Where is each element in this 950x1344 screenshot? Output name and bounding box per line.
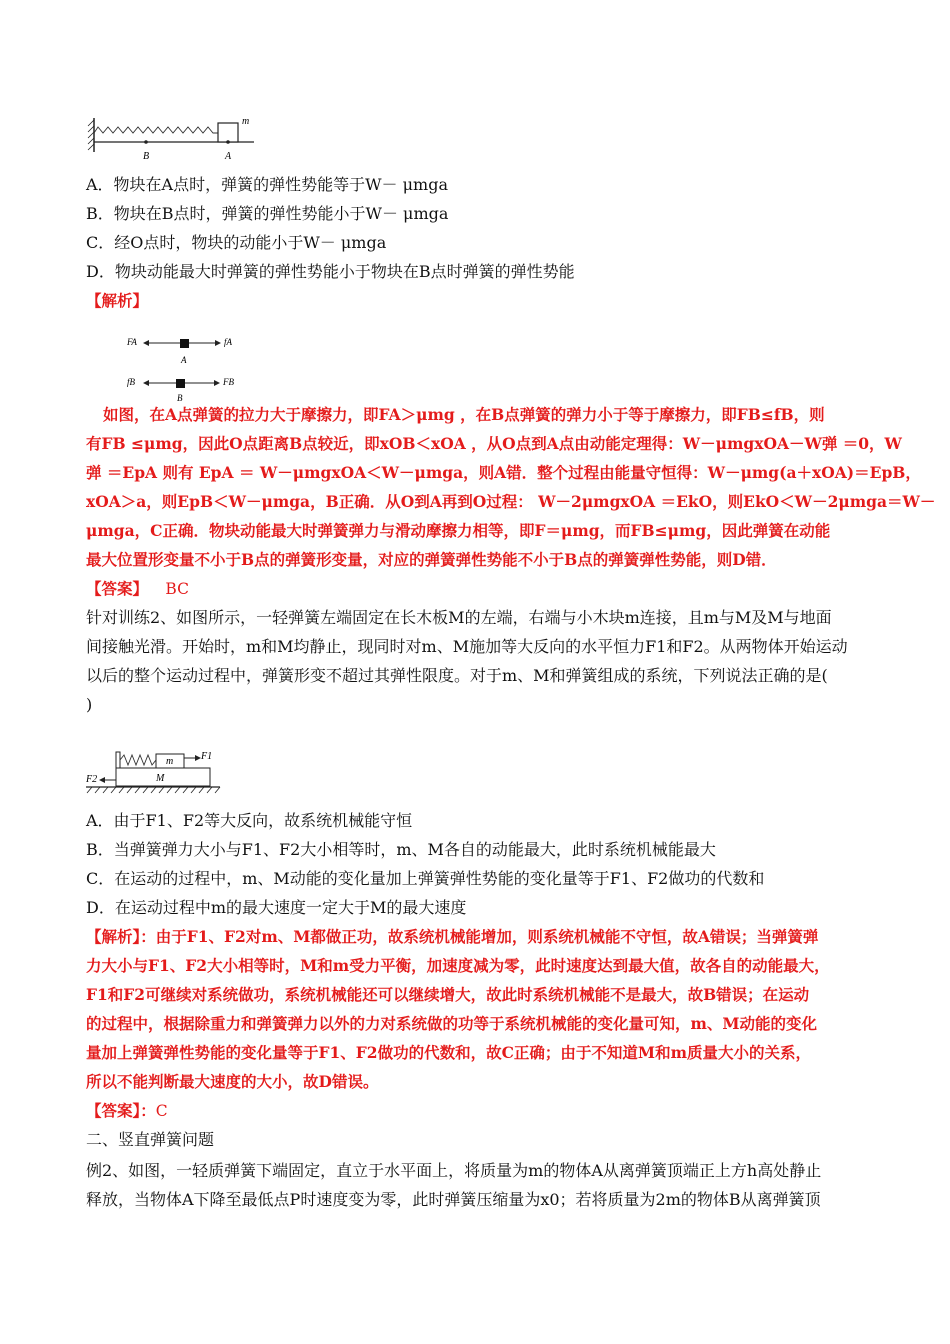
q2-analysis-3: F1和F2可继续对系统做功，系统机械能还可以继续增大，故此时系统机械能不是最大，故B错误；在运动 xyxy=(86,985,810,1004)
q2-answer-value: C xyxy=(155,1102,168,1120)
q2-analysis-1: 【解析】：由于F1、F2对m、M都做正功，故系统机械能增加，则系统机械能不守恒，故A错误；当弹簧弹 xyxy=(86,927,819,946)
force-fa-label: FA xyxy=(127,337,137,347)
option-b: B．物块在B点时，弹簧的弹性势能小于W－ μmga xyxy=(86,204,449,223)
q2-answer-tag: 【答案】： xyxy=(86,1101,156,1120)
spring-block-figure xyxy=(86,112,258,164)
q2-stem-2: 间接触光滑。开始时，m和M均静止，现同时对m、M施加等大反向的水平恒力F1和F2。从两物体开始运动 xyxy=(86,637,848,656)
q2-stem-1: 针对训练2、如图所示，一轻弹簧左端固定在长木板M的左端，右端与小木块m连接，且m与M及M与地面 xyxy=(86,608,832,627)
analysis-line-2: 有FB ≤μmg，因此O点距离B点较近，即xOB＜xOA ，从O点到A点由动能定理得：W－μmgxOA－W弹 ＝0，W xyxy=(86,434,902,453)
example-2-line-2: 释放，当物体A下降至最低点P时速度变为零，此时弹簧压缩量为x0；若将质量为2m的物体B从离弹簧顶 xyxy=(86,1190,821,1209)
analysis-line-1: 如图，在A点弹簧的拉力大于摩擦力，即FA＞μmg ，在B点弹簧的弹力小于等于摩擦力，即FB≤fB，则 xyxy=(103,405,825,424)
answer-value: BC xyxy=(165,580,189,598)
mass-label: m xyxy=(242,116,250,127)
analysis-heading: 【解析】 xyxy=(86,291,149,310)
point-b-label: B xyxy=(143,151,150,162)
force-f2-label: F2 xyxy=(86,774,98,785)
option-d: D．物块动能最大时弹簧的弹性势能小于物块在B点时弹簧的弹性势能 xyxy=(86,262,575,281)
q2-option-c: C．在运动的过程中，m、M动能的变化量加上弹簧弹性势能的变化量等于F1、F2做功的代数和 xyxy=(86,869,765,888)
point-a-label: A xyxy=(225,151,232,162)
force-fb-label: FB xyxy=(223,377,234,387)
q2-analysis-6: 所以不能判断最大速度的大小，故D错误。 xyxy=(86,1072,379,1091)
point-a-force-label: A xyxy=(181,355,187,365)
q2-option-b: B．当弹簧弹力大小与F1、F2大小相等时，m、M各自的动能最大，此时系统机械能最大 xyxy=(86,840,716,859)
analysis-line-6: 最大位置形变量不小于B点的弹簧形变量，对应的弹簧弹性势能不小于B点的弹簧弹性势能，则D错． xyxy=(86,550,777,569)
q2-option-a: A．由于F1、F2等大反向，故系统机械能守恒 xyxy=(86,811,413,830)
example-2-line-1: 例2、如图，一轻质弹簧下端固定，直立于水平面上，将质量为m的物体A从离弹簧顶端正上方h高处静止 xyxy=(86,1161,822,1180)
point-b-force-label: B xyxy=(177,393,183,403)
friction-fb-label: fB xyxy=(127,377,135,387)
option-a: A．物块在A点时，弹簧的弹性势能等于W－ μmga xyxy=(86,175,448,194)
section-title: 二、竖直弹簧问题 xyxy=(86,1130,215,1149)
analysis-line-3: 弹 ＝EpA 则有 EpA ＝ W－μmgxOA＜W－μmga，则A错．整个过程由能量守恒得：W－μmg(a＋xOA)＝EpB， xyxy=(86,463,921,482)
force-diagram xyxy=(124,327,244,403)
force-f1-label: F1 xyxy=(201,751,213,762)
analysis-line-4: xOA＞a，则EpB＜W－μmga，B正确．从O到A再到O过程： W－2μmgxOA ＝EkO，则EkO＜W－2μmga＝W－ xyxy=(86,492,936,511)
analysis-line-5: μmga，C正确．物块动能最大时弹簧弹力与滑动摩擦力相等，即F＝μmg，而FB≤μmg，因此弹簧在动能 xyxy=(86,521,831,540)
answer-1 xyxy=(86,578,189,600)
q2-analysis-2: 力大小与F1、F2大小相等时，M和m受力平衡，加速度减为零，此时速度达到最大值，故各自的动能最大， xyxy=(86,956,830,975)
small-block-label: m xyxy=(166,756,174,767)
friction-fa-label: fA xyxy=(224,337,232,347)
answer-tag: 【答案】 xyxy=(86,579,149,598)
q2-option-d: D．在运动过程中m的最大速度一定大于M的最大速度 xyxy=(86,898,467,917)
q2-analysis-4: 的过程中，根据除重力和弹簧弹力以外的力对系统做的功等于系统机械能的变化量可知，m、M动能的变化 xyxy=(86,1014,818,1033)
option-c: C．经O点时，物块的动能小于W－ μmga xyxy=(86,233,387,252)
board-label: M xyxy=(156,773,165,784)
q2-stem-4: ) xyxy=(86,695,93,714)
answer-2 xyxy=(86,1100,168,1122)
board-spring-figure xyxy=(86,740,224,802)
q2-stem-3: 以后的整个运动过程中，弹簧形变不超过其弹性限度。对于m、M和弹簧组成的系统，下列说法正确的是( xyxy=(86,666,828,685)
q2-analysis-5: 量加上弹簧弹性势能的变化量等于F1、F2做功的代数和，故C正确；由于不知道M和m质量大小的关系， xyxy=(86,1043,811,1062)
